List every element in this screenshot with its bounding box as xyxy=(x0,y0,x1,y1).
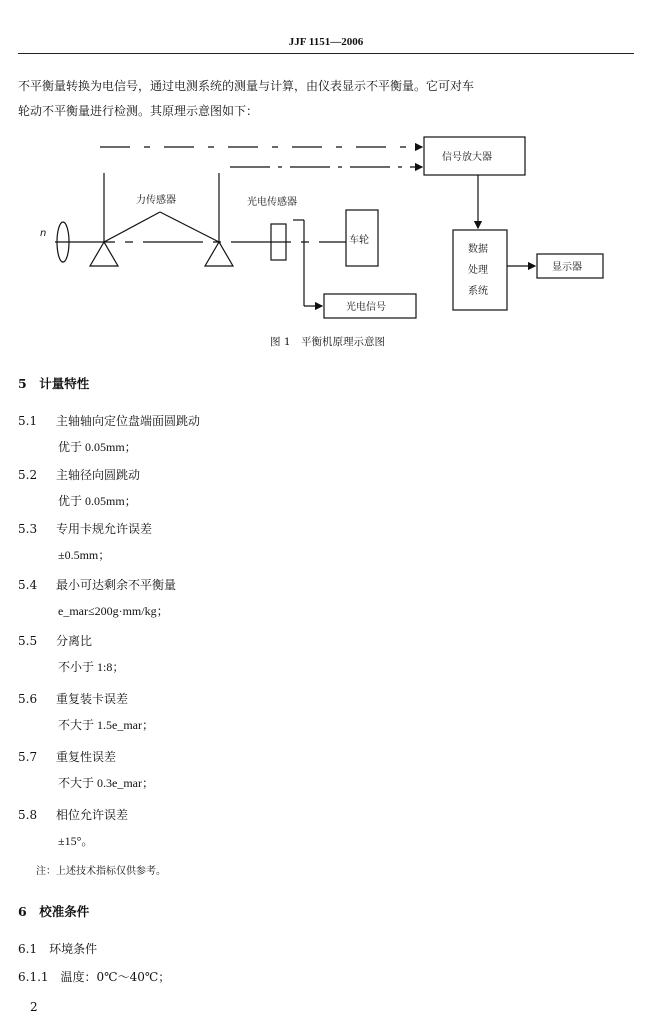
wheel-label: 车轮 xyxy=(349,235,369,246)
item-number: 5.2 xyxy=(18,468,38,482)
item-5-5 xyxy=(18,632,92,649)
item-5-1-value: 优于 0.05mm； xyxy=(58,440,137,454)
section-5-title: 5 计量特性 xyxy=(18,376,90,391)
balancer-principle-diagram xyxy=(0,120,655,330)
photo-signal-label: 光电信号 xyxy=(346,302,386,313)
item-5-4-value: e_mar≤200g·mm/kg； xyxy=(58,604,169,618)
item-label: 重复性误差 xyxy=(56,750,117,764)
processing-label-3: 系统 xyxy=(468,286,488,297)
rotation-label-n: n xyxy=(40,228,47,239)
item-5-8 xyxy=(18,806,128,823)
processing-label-2: 处理 xyxy=(468,265,488,276)
header-rule xyxy=(18,53,634,54)
item-number: 5.3 xyxy=(18,522,38,536)
right-support-triangle xyxy=(205,242,233,266)
item-5-2-value: 优于 0.05mm； xyxy=(58,494,137,508)
page-number: 2 xyxy=(30,1000,38,1014)
force-sensor-lead-b xyxy=(160,212,219,242)
item-5-1 xyxy=(18,412,200,429)
item-number: 5.6 xyxy=(18,692,38,706)
force-sensor-lead-a xyxy=(104,212,160,242)
item-label: 主轴径向圆跳动 xyxy=(56,468,141,482)
item-6-1: 6.1 环境条件 xyxy=(18,942,98,956)
item-5-6-value: 不大于 1.5e_mar； xyxy=(58,718,154,732)
left-support-triangle xyxy=(90,242,118,266)
item-5-8-value: ±15°。 xyxy=(58,834,94,848)
item-5-6 xyxy=(18,690,128,707)
amplifier-label: 信号放大器 xyxy=(442,152,492,163)
item-number: 5.5 xyxy=(18,634,38,648)
item-6-1-1: 6.1.1 温度：0℃～40℃； xyxy=(18,970,171,984)
figure-caption: 图 1 平衡机原理示意图 xyxy=(269,336,386,348)
item-5-2 xyxy=(18,466,140,483)
item-number: 5.4 xyxy=(18,578,38,592)
display-label: 显示器 xyxy=(552,262,582,273)
photo-sensor-label: 光电传感器 xyxy=(247,197,297,208)
item-label: 相位允许误差 xyxy=(56,808,129,822)
item-5-5-value: 不小于 1:8； xyxy=(58,660,125,674)
item-number: 5.1 xyxy=(18,414,38,428)
item-5-7 xyxy=(18,748,116,765)
item-number: 5.7 xyxy=(18,750,38,764)
item-5-3-value: ±0.5mm； xyxy=(58,548,111,562)
item-label: 分离比 xyxy=(56,634,93,648)
item-5-3 xyxy=(18,520,152,537)
intro-line-1: 不平衡量转换为电信号，通过电测系统的测量与计算，由仪表显示不平衡量。它可对车 xyxy=(18,79,475,93)
processing-label-1: 数据 xyxy=(468,244,488,255)
intro-paragraph xyxy=(18,74,634,124)
standard-header: JJF 1151—2006 xyxy=(288,36,364,48)
item-label: 重复装卡误差 xyxy=(56,692,129,706)
item-5-4 xyxy=(18,576,176,593)
item-number: 5.8 xyxy=(18,808,38,822)
intro-line-2: 轮动不平衡量进行检测。其原理示意图如下： xyxy=(18,104,259,118)
item-label: 专用卡规允许误差 xyxy=(56,522,153,536)
item-label: 主轴轴向定位盘端面圆跳动 xyxy=(56,414,201,428)
section-6-title: 6 校准条件 xyxy=(18,904,90,919)
item-label: 最小可达剩余不平衡量 xyxy=(56,578,177,592)
force-sensor-label: 力传感器 xyxy=(136,195,176,206)
item-5-7-value: 不大于 0.3e_mar； xyxy=(58,776,154,790)
technical-note: 注：上述技术指标仅供参考。 xyxy=(36,866,166,877)
